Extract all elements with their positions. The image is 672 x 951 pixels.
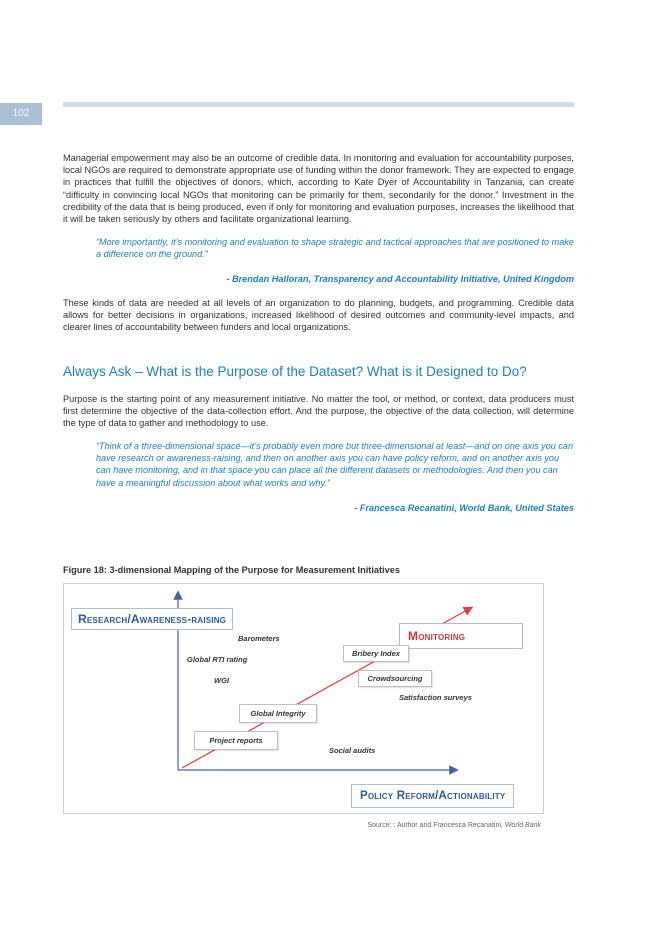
- item-bribery-index: Bribery Index: [343, 645, 409, 662]
- section-heading: Always Ask – What is the Purpose of the Dataset? What is it Designed to Do?: [63, 364, 527, 379]
- item-satisfaction-surveys: Satisfaction surveys: [399, 693, 472, 702]
- quote-halloran-attribution: - Brendan Halloran, Transparency and Accountability Initiative, United Kingdom: [226, 274, 574, 284]
- item-barometers: Barometers: [238, 634, 280, 643]
- header-rule: [63, 102, 574, 107]
- paragraph-managerial-empowerment: Managerial empowerment may also be an outcome of credible data. In monitoring and evaluation for accountability purposes, local NGOs are required to demonstrate appropriate use of funding within the donor framework. They are expected to engage in practices that fulfill the objectives of donors, which, according to Kate Dyer of Accountability in Tanzania, can create “difficulty in convincing local NGOs that monitoring can be primarily for them, secondarily for the donor.” Investment in the credibility of the data that is being produced, even if only for monitoring and evaluation purposes, increases the likelihood that it will be taken seriously by others and facilitate organizational learning.: [63, 153, 574, 225]
- item-global-integrity: Global Integrity: [239, 704, 317, 723]
- figure-source-text: Source: : Author and Francesca Recanatini,: [367, 822, 503, 829]
- paragraph-purpose: Purpose is the starting point of any measurement initiative. No matter the tool, or method, or context, data producers must first determine the objective of the data-collection effort. And the purpose, the objective of the data collection, will determine the type of data to gather and methodology to use.: [63, 394, 574, 429]
- item-crowdsourcing: Crowdsourcing: [358, 670, 432, 687]
- item-project-reports: Project reports: [194, 731, 278, 750]
- figure-caption: Figure 18: 3-dimensional Mapping of the Purpose for Measurement Initiatives: [63, 565, 400, 575]
- axis-label-monitoring: Monitoring: [399, 623, 523, 649]
- paragraph-data-levels: These kinds of data are needed at all levels of an organization to do planning, budgets, and programming. Credible data allows for better decisions in organizations, increased likelihood of desired outcomes and community-level impacts, and clearer lines of accountability between funders and local organizations.: [63, 298, 574, 333]
- axis-label-research: Research/Awareness-raising: [71, 608, 233, 630]
- quote-halloran: “More importantly, it’s monitoring and evaluation to shape strategic and tactical approaches that are positioned to make a difference on the ground.”: [96, 237, 574, 260]
- item-global-rti-rating: Global RTI rating: [187, 655, 248, 664]
- figure-source-org: World Bank: [504, 822, 541, 829]
- quote-recanatini: “Think of a three-dimensional space—it’s probably even more but three-dimensional at least—and on one axis you can have research or awareness-raising, and then on another axis you can have policy reform, and on another axis you can have monitoring, and in that space you can place all the different datasets or methodologies. And then you can have a meaningful discussion about what works and why.”: [96, 441, 574, 488]
- page-number: 102: [0, 103, 42, 125]
- quote-recanatini-attribution: - Francesca Recanatini, World Bank, United States: [354, 503, 574, 513]
- item-wgi: WGI: [214, 676, 229, 685]
- figure-3d-mapping: [63, 583, 544, 814]
- figure-source: [367, 822, 541, 829]
- axis-label-policy-reform: Policy Reform/Actionability: [351, 784, 514, 808]
- item-social-audits: Social audits: [329, 746, 376, 755]
